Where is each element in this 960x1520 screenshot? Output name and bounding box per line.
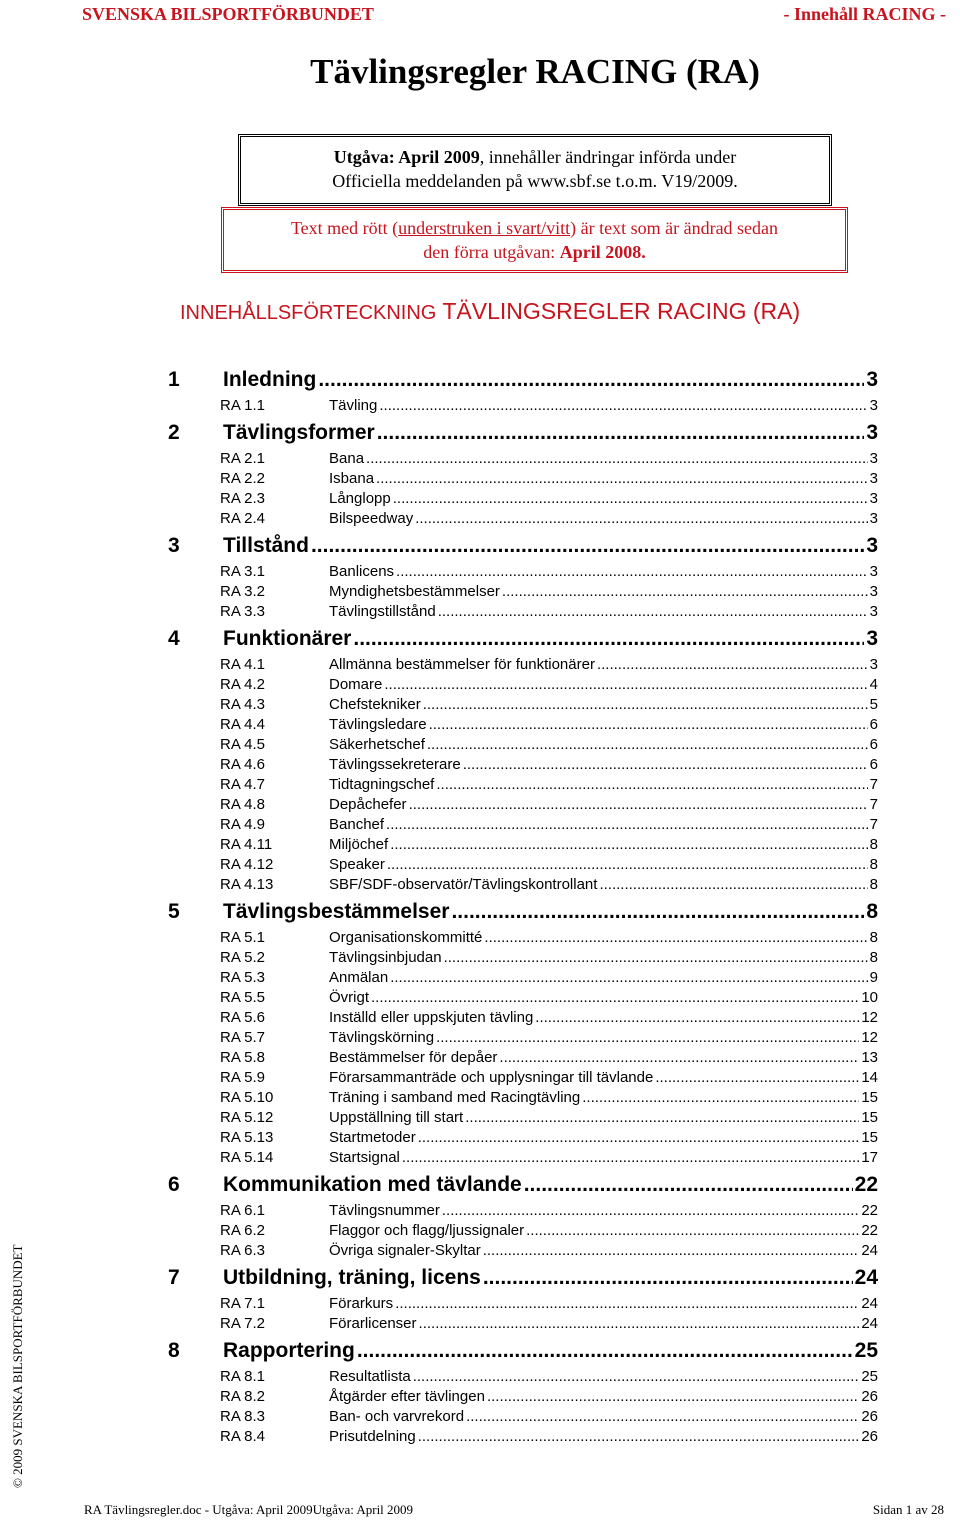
edition-text1: , innehåller ändringar införda under: [479, 147, 737, 167]
toc-label: Banchef: [329, 816, 385, 833]
toc-subsection[interactable]: [168, 856, 878, 876]
toc-leader: [390, 969, 867, 986]
toc-label: Förarsammanträde och upplysningar till tävlande: [329, 1069, 654, 1086]
toc-page: 15: [861, 1129, 878, 1146]
toc-subsection[interactable]: [168, 716, 878, 736]
toc-label: Flaggor och flagg/ljussignaler: [329, 1222, 525, 1239]
toc-label: Chefstekniker: [329, 696, 421, 713]
toc-page: 8: [869, 876, 878, 893]
toc-subsection[interactable]: [168, 1202, 878, 1222]
toc-label: Tillstånd: [223, 534, 309, 557]
toc-label: Domare: [329, 676, 383, 693]
toc-subsection[interactable]: [168, 1089, 878, 1109]
toc-subsection[interactable]: [168, 929, 878, 949]
toc-label: Träning i samband med Racingtävling: [329, 1089, 581, 1106]
toc-label: Inställd eller uppskjuten tävling: [329, 1009, 534, 1026]
toc-page: 8: [869, 929, 878, 946]
toc-leader: [418, 1428, 860, 1445]
toc-subsection[interactable]: [168, 736, 878, 756]
toc-number: 1: [168, 368, 180, 391]
toc-label: Startmetoder: [329, 1129, 416, 1146]
edition-label: Utgåva: April 2009: [333, 147, 480, 167]
toc-label: Resultatlista: [329, 1368, 411, 1385]
toc-label: Tävlingsledare: [329, 716, 427, 733]
toc-subsection[interactable]: [168, 470, 878, 490]
toc-page: 3: [869, 603, 878, 620]
toc-subsection[interactable]: [168, 583, 878, 603]
toc-number: RA 2.3: [220, 490, 266, 507]
toc-label: Prisutdelning: [329, 1428, 416, 1445]
toc-page: 15: [861, 1089, 878, 1106]
toc-leader: [377, 421, 865, 445]
toc-label: Allmänna bestämmelser för funktionärer: [329, 656, 595, 673]
toc-leader: [393, 490, 868, 507]
toc-label: Övrigt: [329, 989, 370, 1006]
toc-leader: [582, 1089, 859, 1106]
toc-label: Tävling: [329, 397, 378, 414]
toc-number: RA 1.1: [220, 397, 266, 414]
toc-number: 7: [168, 1266, 180, 1289]
toc-number: RA 3.2: [220, 583, 266, 600]
toc-number: RA 3.3: [220, 603, 266, 620]
toc-section[interactable]: [168, 900, 878, 929]
toc-page: 3: [869, 450, 878, 467]
toc-subsection[interactable]: [168, 676, 878, 696]
toc-label: Tidtagningschef: [329, 776, 435, 793]
toc-page: 25: [854, 1339, 878, 1362]
toc-leader: [415, 510, 867, 527]
change-edition: April 2008.: [559, 242, 646, 262]
toc-label: Uppställning till start: [329, 1109, 464, 1126]
toc-subsection[interactable]: [168, 1295, 878, 1315]
toc-number: RA 8.4: [220, 1428, 266, 1445]
toc-leader: [402, 1149, 859, 1166]
edition-text2-pre: Officiella meddelanden på: [332, 171, 528, 191]
toc-page: 26: [861, 1388, 878, 1405]
toc-leader: [419, 1315, 860, 1332]
toc-label: Ban- och varvrekord: [329, 1408, 465, 1425]
toc-subsection[interactable]: [168, 696, 878, 716]
toc-label: Depåchefer: [329, 796, 407, 813]
toc-leader: [597, 656, 868, 673]
toc-label: Långlopp: [329, 490, 391, 507]
toc-leader: [318, 368, 864, 392]
toc-page: 26: [861, 1408, 878, 1425]
toc-label: Inledning: [223, 368, 317, 391]
toc-number: RA 5.9: [220, 1069, 266, 1086]
toc-number: 3: [168, 534, 180, 557]
toc-number: RA 6.1: [220, 1202, 266, 1219]
toc-section[interactable]: [168, 1339, 878, 1368]
toc-label: Förarlicenser: [329, 1315, 417, 1332]
toc-leader: [396, 563, 868, 580]
toc-number: RA 5.5: [220, 989, 266, 1006]
toc-number: RA 7.1: [220, 1295, 266, 1312]
toc-page: 8: [866, 900, 878, 923]
toc-page: 12: [861, 1029, 878, 1046]
toc-page: 24: [854, 1266, 878, 1289]
change-pre: Text med rött (: [290, 218, 399, 238]
toc-leader: [535, 1009, 859, 1026]
toc-section[interactable]: [168, 1173, 878, 1202]
toc-label: Kommunikation med tävlande: [223, 1173, 522, 1196]
toc-leader: [451, 900, 864, 924]
toc-leader: [466, 1408, 859, 1425]
toc-leader: [524, 1173, 853, 1197]
toc-subsection[interactable]: [168, 969, 878, 989]
toc-page: 3: [869, 470, 878, 487]
toc-leader: [366, 450, 868, 467]
toc-page: 22: [861, 1222, 878, 1239]
toc-leader: [423, 696, 868, 713]
edition-link[interactable]: www.sbf.se: [527, 171, 612, 191]
toc-label: Åtgärder efter tävlingen: [329, 1388, 485, 1405]
toc-page: 6: [869, 736, 878, 753]
toc-leader: [353, 627, 864, 651]
toc-page: 7: [869, 776, 878, 793]
toc-page: 3: [869, 656, 878, 673]
toc-leader: [387, 856, 868, 873]
toc-leader: [436, 1029, 859, 1046]
toc-subsection[interactable]: [168, 816, 878, 836]
toc-number: RA 4.4: [220, 716, 266, 733]
toc-subsection[interactable]: [168, 450, 878, 470]
toc-leader: [371, 989, 859, 1006]
toc-label: Tävlingskörning: [329, 1029, 435, 1046]
toc-subsection[interactable]: [168, 1368, 878, 1388]
toc-number: RA 4.8: [220, 796, 266, 813]
toc-number: RA 4.1: [220, 656, 266, 673]
toc-label: Banlicens: [329, 563, 395, 580]
toc-page: 3: [866, 368, 878, 391]
toc-label: SBF/SDF-observatör/Tävlingskontrollant: [329, 876, 598, 893]
toc-subsection[interactable]: [168, 1428, 878, 1448]
toc-leader: [655, 1069, 859, 1086]
toc-page: 3: [866, 421, 878, 444]
toc-leader: [384, 676, 867, 693]
toc-subsection[interactable]: [168, 1315, 878, 1335]
toc-number: RA 2.1: [220, 450, 266, 467]
toc-label: Rapportering: [223, 1339, 355, 1362]
toc-leader: [444, 949, 868, 966]
toc-label: Speaker: [329, 856, 385, 873]
toc-subsection[interactable]: [168, 949, 878, 969]
toc-number: RA 8.2: [220, 1388, 266, 1405]
toc-leader: [483, 1266, 853, 1290]
toc-page: 17: [861, 1149, 878, 1166]
toc-number: RA 4.7: [220, 776, 266, 793]
toc-leader: [418, 1129, 860, 1146]
toc-label: Bilspeedway: [329, 510, 414, 527]
toc-page: 26: [861, 1428, 878, 1445]
toc-number: RA 3.1: [220, 563, 266, 580]
toc-number: RA 4.11: [220, 836, 273, 853]
toc-leader: [409, 796, 868, 813]
toc-leader: [376, 470, 868, 487]
toc-section[interactable]: [168, 421, 878, 450]
toc-label: Anmälan: [329, 969, 389, 986]
toc-subsection[interactable]: [168, 989, 878, 1009]
toc-leader: [429, 716, 868, 733]
change-notice-box: [221, 207, 848, 273]
toc-number: RA 5.10: [220, 1089, 274, 1106]
toc-leader: [311, 534, 864, 558]
toc-page: 8: [869, 856, 878, 873]
toc-subsection[interactable]: [168, 776, 878, 796]
toc-leader: [413, 1368, 860, 1385]
toc-label: Tävlingssekreterare: [329, 756, 461, 773]
toc-subsection[interactable]: [168, 1029, 878, 1049]
toc-number: RA 4.5: [220, 736, 266, 753]
side-copyright: © 2009 SVENSKA BILSPORTFÖRBUNDET: [10, 1244, 25, 1488]
toc-page: 5: [869, 696, 878, 713]
toc-label: Miljöchef: [329, 836, 389, 853]
toc-leader: [386, 816, 868, 833]
toc-subsection[interactable]: [168, 397, 878, 417]
toc-title-prefix: INNEHÅLLSFÖRTECKNING: [180, 302, 437, 324]
toc-subsection[interactable]: [168, 490, 878, 510]
toc-label: Myndighetsbestämmelser: [329, 583, 500, 600]
toc-label: Tävlingsinbjudan: [329, 949, 442, 966]
toc-number: RA 5.14: [220, 1149, 274, 1166]
toc-subsection[interactable]: [168, 563, 878, 583]
toc-page: 3: [869, 583, 878, 600]
toc-subsection[interactable]: [168, 1129, 878, 1149]
toc-page: 22: [854, 1173, 878, 1196]
toc-leader: [427, 736, 868, 753]
change-underlined: understruken i svart/vitt: [398, 218, 571, 238]
toc-page: 24: [861, 1315, 878, 1332]
toc-leader: [463, 756, 868, 773]
toc-leader: [442, 1202, 859, 1219]
toc-subsection[interactable]: [168, 656, 878, 676]
toc-page: 3: [869, 563, 878, 580]
toc-subsection[interactable]: [168, 510, 878, 530]
toc-number: RA 4.9: [220, 816, 266, 833]
toc-page: 8: [869, 836, 878, 853]
toc-number: RA 5.6: [220, 1009, 266, 1026]
page-title: Tävlingsregler RACING (RA): [310, 52, 760, 91]
toc-subsection[interactable]: [168, 1009, 878, 1029]
toc-section[interactable]: [168, 534, 878, 563]
toc-number: RA 2.4: [220, 510, 266, 527]
toc-page: 7: [869, 816, 878, 833]
toc-subsection[interactable]: [168, 1069, 878, 1089]
toc-label: Förarkurs: [329, 1295, 394, 1312]
toc-number: RA 5.12: [220, 1109, 274, 1126]
toc-page: 4: [869, 676, 878, 693]
toc-label: Organisationskommitté: [329, 929, 483, 946]
toc-number: 5: [168, 900, 180, 923]
toc-title-main: TÄVLINGSREGLER RACING (RA): [436, 298, 801, 324]
toc-section[interactable]: [168, 627, 878, 656]
toc-page: 3: [869, 510, 878, 527]
toc-label: Tävlingsformer: [223, 421, 375, 444]
toc-page: 13: [861, 1049, 878, 1066]
toc-page: 8: [869, 949, 878, 966]
toc-number: RA 5.3: [220, 969, 266, 986]
toc-number: RA 4.3: [220, 696, 266, 713]
toc-number: RA 8.3: [220, 1408, 266, 1425]
toc-title: [180, 298, 800, 325]
toc-page: 15: [861, 1109, 878, 1126]
edition-box: [238, 134, 832, 206]
toc-subsection[interactable]: [168, 796, 878, 816]
toc-subsection[interactable]: [168, 836, 878, 856]
toc-label: Startsignal: [329, 1149, 400, 1166]
toc-leader: [499, 1049, 859, 1066]
toc-number: RA 5.13: [220, 1129, 274, 1146]
toc-number: RA 5.7: [220, 1029, 266, 1046]
toc-page: 3: [866, 534, 878, 557]
toc-leader: [465, 1109, 859, 1126]
toc-label: Utbildning, träning, licens: [223, 1266, 481, 1289]
change-line2: den förra utgåvan:: [423, 242, 560, 262]
toc-number: RA 4.13: [220, 876, 274, 893]
toc-subsection[interactable]: [168, 1408, 878, 1428]
toc-number: RA 8.1: [220, 1368, 266, 1385]
toc-number: 6: [168, 1173, 180, 1196]
toc-number: RA 4.6: [220, 756, 266, 773]
toc-number: 8: [168, 1339, 180, 1362]
toc-label: Isbana: [329, 470, 375, 487]
toc-leader: [438, 603, 868, 620]
footer-filename: RA Tävlingsregler.doc - Utgåva: April 2009Utgåva: April 2009: [84, 1502, 414, 1517]
toc-label: Tävlingsbestämmelser: [223, 900, 450, 923]
toc-number: RA 5.2: [220, 949, 266, 966]
toc-number: RA 6.2: [220, 1222, 266, 1239]
toc-label: Funktionärer: [223, 627, 352, 650]
header-section: - Innehåll RACING -: [783, 4, 946, 24]
toc-subsection[interactable]: [168, 1242, 878, 1262]
toc-leader: [599, 876, 867, 893]
toc-subsection[interactable]: [168, 603, 878, 623]
toc-leader: [526, 1222, 859, 1239]
toc-leader: [487, 1388, 859, 1405]
table-of-contents: [168, 364, 878, 1448]
toc-page: 6: [869, 716, 878, 733]
toc-leader: [502, 583, 868, 600]
toc-page: 7: [869, 796, 878, 813]
toc-label: Övriga signaler-Skyltar: [329, 1242, 481, 1259]
toc-page: 12: [861, 1009, 878, 1026]
toc-page: 6: [869, 756, 878, 773]
toc-leader: [379, 397, 867, 414]
toc-subsection[interactable]: [168, 1109, 878, 1129]
toc-page: 3: [866, 627, 878, 650]
toc-number: RA 4.2: [220, 676, 266, 693]
toc-leader: [357, 1339, 853, 1363]
toc-number: RA 7.2: [220, 1315, 266, 1332]
toc-page: 25: [861, 1368, 878, 1385]
toc-subsection[interactable]: [168, 1222, 878, 1242]
toc-label: Tävlingsnummer: [329, 1202, 440, 1219]
toc-page: 3: [869, 397, 878, 414]
toc-page: 14: [861, 1069, 878, 1086]
toc-page: 24: [861, 1295, 878, 1312]
toc-number: 2: [168, 421, 180, 444]
toc-page: 3: [869, 490, 878, 507]
toc-section[interactable]: [168, 1266, 878, 1295]
toc-subsection[interactable]: [168, 876, 878, 896]
toc-subsection[interactable]: [168, 1388, 878, 1408]
edition-text2-post: t.o.m. V19/2009.: [611, 171, 738, 191]
toc-page: 24: [861, 1242, 878, 1259]
toc-number: RA 5.1: [220, 929, 266, 946]
toc-leader: [395, 1295, 859, 1312]
toc-subsection[interactable]: [168, 1049, 878, 1069]
toc-number: RA 6.3: [220, 1242, 266, 1259]
toc-leader: [483, 1242, 860, 1259]
toc-number: RA 5.8: [220, 1049, 266, 1066]
toc-subsection[interactable]: [168, 1149, 878, 1169]
toc-number: RA 4.12: [220, 856, 274, 873]
header-org: SVENSKA BILSPORTFÖRBUNDET: [82, 4, 374, 24]
toc-subsection[interactable]: [168, 756, 878, 776]
toc-page: 22: [861, 1202, 878, 1219]
change-post: ) är text som är ändrad sedan: [570, 218, 779, 238]
toc-page: 10: [861, 989, 878, 1006]
toc-leader: [484, 929, 867, 946]
toc-number: RA 2.2: [220, 470, 266, 487]
footer-page-number: Sidan 1 av 28: [872, 1502, 944, 1517]
toc-page: 9: [869, 969, 878, 986]
toc-leader: [390, 836, 867, 853]
toc-number: 4: [168, 627, 180, 650]
toc-leader: [436, 776, 867, 793]
toc-section[interactable]: [168, 368, 878, 397]
toc-label: Tävlingstillstånd: [329, 603, 436, 620]
toc-label: Bestämmelser för depåer: [329, 1049, 498, 1066]
toc-label: Säkerhetschef: [329, 736, 425, 753]
toc-label: Bana: [329, 450, 365, 467]
